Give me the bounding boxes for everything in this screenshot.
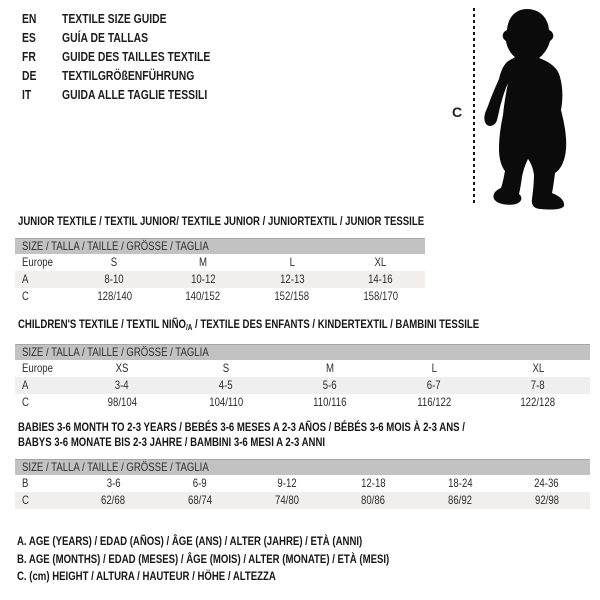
language-title: GUIDE DES TAILLES TEXTILE: [62, 49, 211, 64]
size-cell: S: [222, 361, 230, 375]
language-row-de: [22, 66, 247, 85]
size-cell: 6-9: [193, 476, 207, 490]
footnote-a: A. AGE (YEARS) / EDAD (AÑOS) / ÂGE (ANS) / ALTER (JAHRE) / ETÀ (ANNI): [17, 534, 363, 548]
size-cell: 24-36: [534, 476, 559, 490]
size-cell: 128/140: [97, 289, 132, 303]
size-table-junior: [15, 238, 425, 305]
size-header-bar: SIZE / TALLA / TAILLE / GRÖSSE / TAGLIA: [15, 344, 590, 360]
language-code: FR: [22, 49, 36, 64]
language-header: [22, 9, 247, 104]
size-cell: 9-12: [277, 476, 297, 490]
size-cell: XL: [374, 255, 387, 269]
section-babies-textile: [15, 420, 590, 509]
size-cell: 62/68: [101, 493, 126, 507]
table-row-c: [15, 288, 425, 305]
size-cell: 122/128: [520, 395, 556, 409]
row-label: A: [22, 378, 29, 392]
size-cell: 68/74: [187, 493, 212, 507]
size-cell: XS: [115, 361, 129, 375]
size-cell: 98/104: [107, 395, 137, 409]
baby-silhouette-icon: [470, 0, 600, 215]
table-row-a: [15, 377, 590, 394]
table-row-c: [15, 394, 590, 411]
size-cell: 80/86: [361, 493, 386, 507]
footnote-b: B. AGE (MONTHS) / EDAD (MESES) / ÂGE (MOIS) / ALTER (MONATE) / ETÀ (MESI): [17, 551, 390, 566]
table-row-b: [15, 475, 590, 492]
size-cell: 14-16: [368, 272, 393, 286]
title-subscript: /A: [185, 323, 193, 332]
size-cell: M: [326, 361, 334, 375]
size-cell: 6-7: [427, 378, 441, 392]
language-title: TEXTILGRÖßENFÜHRUNG: [62, 68, 195, 83]
size-cell: S: [111, 255, 118, 269]
size-cell: L: [431, 361, 437, 375]
size-cell: 8-10: [104, 272, 124, 286]
footnotes: [17, 533, 482, 586]
language-row-es: [22, 28, 247, 47]
table-row-europe: [15, 360, 590, 377]
size-cell: L: [289, 255, 295, 269]
row-label: Europe: [22, 255, 53, 269]
size-cell: XL: [532, 361, 544, 375]
table-row-europe: [15, 254, 425, 271]
size-header-bar: SIZE / TALLA / TAILLE / GRÖSSE / TAGLIA: [15, 459, 590, 475]
size-header-bar: SIZE / TALLA / TAILLE / GRÖSSE / TAGLIA: [15, 238, 425, 254]
size-cell: 4-5: [219, 378, 233, 392]
row-label: C: [22, 395, 29, 409]
language-code: EN: [22, 11, 37, 26]
language-title: TEXTILE SIZE GUIDE: [62, 11, 167, 26]
size-cell: 92/98: [534, 493, 559, 507]
row-label: Europe: [22, 361, 53, 375]
row-label: C: [22, 493, 29, 507]
footnote-c: C. (cm) HEIGHT / ALTURA / HAUTEUR / HÖHE / ALTEZZA: [17, 569, 276, 583]
size-cell: 3-6: [106, 476, 121, 490]
language-row-en: [22, 9, 247, 28]
size-cell: 18-24: [447, 476, 473, 490]
size-cell: 3-4: [115, 378, 129, 392]
size-cell: 158/170: [363, 289, 398, 303]
language-row-it: [22, 85, 247, 104]
size-cell: 116/122: [417, 395, 451, 409]
size-cell: 86/92: [447, 493, 472, 507]
size-cell: 7-8: [531, 378, 545, 392]
row-label: C: [22, 289, 29, 303]
size-cell: 12-18: [361, 476, 386, 490]
size-cell: 140/152: [185, 289, 221, 303]
size-cell: 74/80: [274, 493, 299, 507]
size-table-children: [15, 344, 590, 411]
language-title: GUIDA ALLE TAGLIE TESSILI: [62, 87, 208, 102]
section-title: CHILDREN'S TEXTILE / TEXTIL $NIÑO_{/A}$ / TEXTILE DES ENFANTS / KINDERTEXTIL / BAMBINI TESSILE: [18, 317, 480, 332]
size-cell: 12-13: [279, 272, 305, 286]
section-title: JUNIOR TEXTILE / TEXTIL JUNIOR/ TEXTILE JUNIOR / JUNIORTEXTIL / JUNIOR TESSILE: [18, 214, 425, 228]
language-title: GUÍA DE TALLAS: [62, 30, 149, 45]
size-table-babies: [15, 459, 590, 509]
language-row-fr: [22, 47, 247, 66]
language-code: ES: [22, 30, 36, 45]
figure-height-label: C: [452, 104, 463, 120]
size-cell: M: [199, 255, 208, 269]
table-row-c: [15, 492, 590, 509]
language-code: DE: [22, 68, 37, 83]
section-junior-textile: [15, 214, 526, 305]
row-label: B: [22, 476, 29, 490]
size-cell: 152/158: [274, 289, 310, 303]
height-measure-dashed-line: [473, 8, 475, 205]
section-childrens-textile: [15, 317, 594, 411]
size-cell: 104/110: [209, 395, 243, 409]
row-label: A: [22, 272, 29, 286]
size-cell: 110/116: [313, 395, 347, 409]
language-code: IT: [22, 87, 32, 102]
table-row-a: [15, 271, 425, 288]
section-title: BABIES 3-6 MONTH TO 2-3 YEARS / BEBÉS 3-6 MESES A 2-3 AÑOS / BÉBÉS 3-6 MOIS À 2-3 ANS / BABYS 3-6 MONATE BIS 2-3 JAHRE / BAMBINI 3-6 MESI A 2-3 ANNI: [18, 420, 465, 449]
size-cell: 10-12: [190, 272, 216, 286]
size-cell: 5-6: [323, 378, 337, 392]
